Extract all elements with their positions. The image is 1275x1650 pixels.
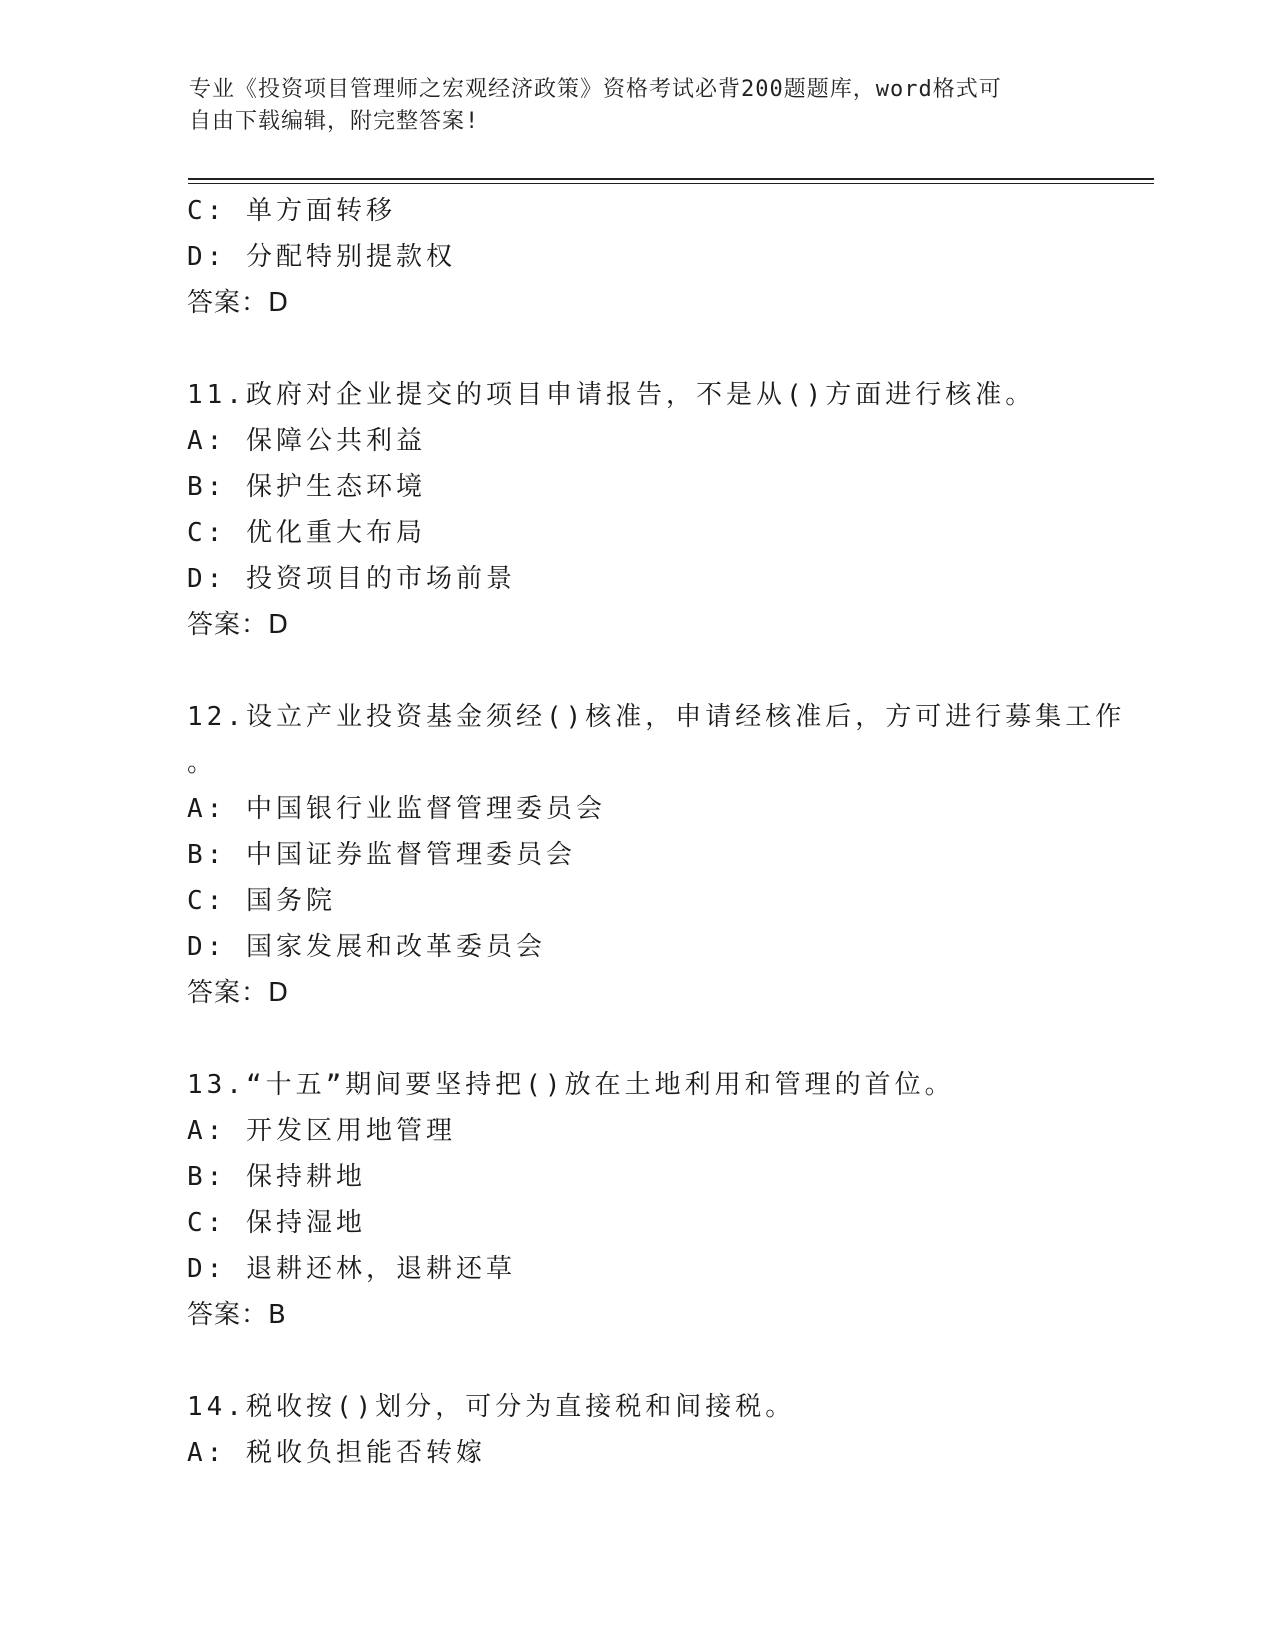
question-stem: 12.设立产业投资基金须经()核准，申请经核准后，方可进行募集工作 [187,702,1126,732]
option-d: D: 投资项目的市场前景 [187,564,516,594]
option-a: A: 开发区用地管理 [187,1116,456,1146]
question-11 [187,372,1087,648]
option-a: A: 税收负担能否转嫁 [187,1438,486,1468]
option-b: B: 保护生态环境 [187,472,426,502]
answer-line: 答案：B [187,1300,287,1330]
spacer [187,1016,1087,1062]
question-stem-continuation: 。 [187,748,218,778]
question-13 [187,1062,1087,1338]
answer-line: 答案：D [187,288,290,318]
option-a: A: 保障公共利益 [187,426,426,456]
question-stem: 14.税收按()划分，可分为直接税和间接税。 [187,1392,796,1422]
page-header [189,74,1069,138]
spacer [187,648,1087,694]
question-list [187,188,1126,1476]
previous-question-tail [187,188,1087,326]
question-stem: 11.政府对企业提交的项目申请报告，不是从()方面进行核准。 [187,380,1036,410]
answer-line: 答案：D [187,610,290,640]
answer-line: 答案：D [187,978,290,1008]
spacer [187,1338,1087,1384]
header-line-2: 自由下载编辑，附完整答案! [189,109,480,134]
option-b: B: 保持耕地 [187,1162,366,1192]
option-c: C: 单方面转移 [187,196,396,226]
option-a: A: 中国银行业监督管理委员会 [187,794,606,824]
option-d: D: 分配特别提款权 [187,242,456,272]
header-line-1: 专业《投资项目管理师之宏观经济政策》资格考试必背200题题库，word格式可 [189,77,1002,102]
option-b: B: 中国证券监督管理委员会 [187,840,576,870]
question-stem: 13.“十五”期间要坚持把()放在土地利用和管理的首位。 [187,1070,955,1100]
option-c: C: 保持湿地 [187,1208,366,1238]
spacer [187,326,1087,372]
option-d: D: 退耕还林，退耕还草 [187,1254,516,1284]
header-divider-thin [188,183,1154,184]
option-d: D: 国家发展和改革委员会 [187,932,546,962]
option-c: C: 国务院 [187,886,336,916]
header-divider-thick [188,178,1154,180]
question-12 [187,694,1126,1016]
question-14 [187,1384,1087,1476]
option-c: C: 优化重大布局 [187,518,426,548]
